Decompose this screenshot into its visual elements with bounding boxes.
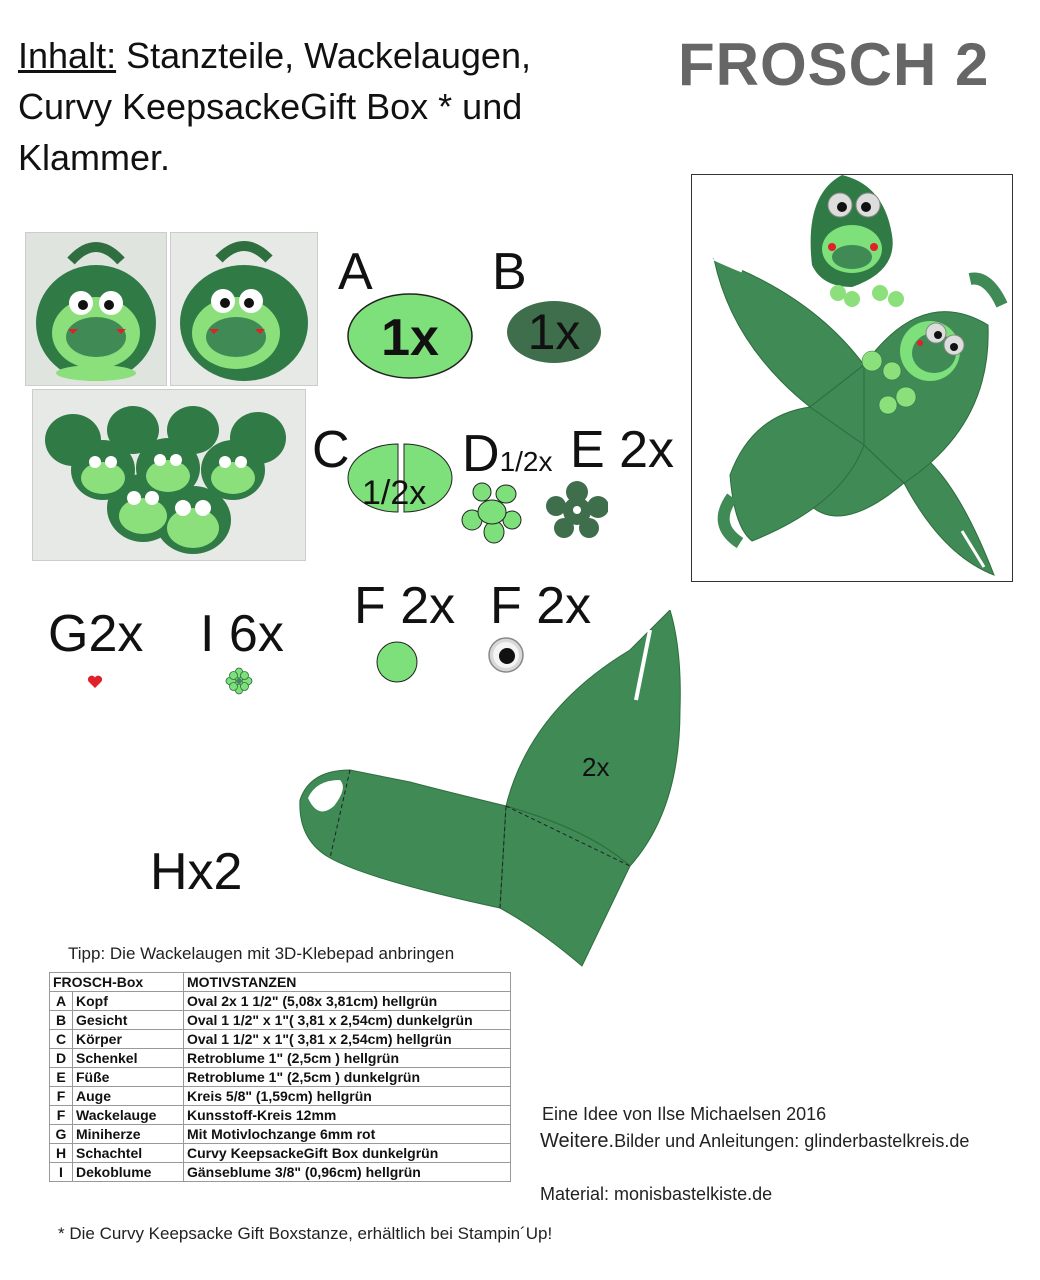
row-part: Miniherze: [73, 1125, 184, 1144]
retro-flower-half-d: [460, 480, 524, 546]
table-row: [50, 1087, 511, 1106]
row-punch: Retroblume 1" (2,5cm ) hellgrün: [184, 1049, 511, 1068]
label-f-eye: F 2x: [354, 577, 456, 635]
credit-more-rest: Bilder und Anleitungen: glinderbastelkreis.de: [614, 1131, 970, 1151]
intro-text: [18, 30, 578, 183]
row-part: Auge: [73, 1087, 184, 1106]
col-punch-header: MOTIVSTANZEN: [184, 973, 511, 992]
label-a: A: [338, 243, 373, 301]
box-template-preview: [691, 174, 1013, 582]
row-key: F: [50, 1106, 73, 1125]
label-d-qty: 1/2x: [499, 446, 553, 477]
col-box-header: FROSCH-Box: [50, 973, 184, 992]
row-punch: Gänseblume 3/8" (0,96cm) hellgrün: [184, 1163, 511, 1182]
row-key: H: [50, 1144, 73, 1163]
row-key: B: [50, 1011, 73, 1030]
row-part: Gesicht: [73, 1011, 184, 1030]
retro-flower-e: [546, 480, 608, 538]
row-part: Körper: [73, 1030, 184, 1049]
row-punch: Kreis 5/8" (1,59cm) hellgrün: [184, 1087, 511, 1106]
table-row: [50, 1144, 511, 1163]
credit-more: [540, 1130, 969, 1153]
intro-label: Inhalt:: [18, 35, 117, 76]
box-template-h: [290, 610, 690, 970]
label-i: I 6x: [200, 605, 284, 663]
row-punch: Curvy KeepsackeGift Box dunkelgrün: [184, 1144, 511, 1163]
label-h-piece-qty: 2x: [582, 752, 610, 782]
footnote: * Die Curvy Keepsacke Gift Boxstanze, erhältlich bei Stampin´Up!: [58, 1224, 553, 1243]
tip-text: Tipp: Die Wackelaugen mit 3D-Klebepad anbringen: [68, 944, 455, 963]
table-row: [50, 1011, 511, 1030]
table-header-row: [50, 973, 511, 992]
table-row: [50, 1068, 511, 1087]
row-part: Kopf: [73, 992, 184, 1011]
row-part: Schachtel: [73, 1144, 184, 1163]
row-part: Füße: [73, 1068, 184, 1087]
intro-line1: Stanzteile, Wackelaugen,: [116, 35, 531, 76]
row-punch: Oval 1 1/2" x 1"( 3,81 x 2,54cm) hellgrün: [184, 1030, 511, 1049]
photo-frog-box-group: [32, 389, 306, 561]
photo-frog-box-side: [170, 232, 318, 386]
label-g: G2x: [48, 605, 144, 663]
row-key: I: [50, 1163, 73, 1182]
label-d: [462, 424, 553, 484]
row-key: F: [50, 1087, 73, 1106]
label-b-qty: 1x: [527, 304, 581, 360]
daisy-icon: [225, 667, 253, 695]
table-row: [50, 1125, 511, 1144]
label-e: E 2x: [570, 421, 675, 479]
row-key: C: [50, 1030, 73, 1049]
heart-icon: [87, 675, 103, 689]
row-key: A: [50, 992, 73, 1011]
row-punch: Oval 1 1/2" x 1"( 3,81 x 2,54cm) dunkelgrün: [184, 1011, 511, 1030]
row-key: G: [50, 1125, 73, 1144]
row-key: E: [50, 1068, 73, 1087]
table-row: [50, 1163, 511, 1182]
label-c-qty: 1/2x: [362, 474, 427, 512]
credit-material: Material: monisbastelkiste.de: [540, 1184, 773, 1204]
parts-table: [49, 972, 511, 1182]
label-b: B: [492, 243, 527, 301]
row-part: Wackelauge: [73, 1106, 184, 1125]
table-row: [50, 1030, 511, 1049]
photo-frog-box-front: [25, 232, 167, 386]
label-h: Hx2: [150, 843, 243, 901]
intro-line3: Klammer.: [18, 137, 171, 178]
row-punch: Oval 2x 1 1/2" (5,08x 3,81cm) hellgrün: [184, 992, 511, 1011]
row-punch: Mit Motivlochzange 6mm rot: [184, 1125, 511, 1144]
intro-line2: Curvy KeepsackeGift Box * und: [18, 86, 523, 127]
row-key: D: [50, 1049, 73, 1068]
label-f-googly: F 2x: [490, 577, 592, 635]
credit-more-bold: Weitere.: [540, 1130, 615, 1152]
row-punch: Retroblume 1" (2,5cm ) dunkelgrün: [184, 1068, 511, 1087]
row-part: Schenkel: [73, 1049, 184, 1068]
label-d-letter: D: [462, 425, 500, 483]
row-part: Dekoblume: [73, 1163, 184, 1182]
label-a-qty: 1x: [381, 309, 439, 367]
page-title: FROSCH 2: [678, 31, 990, 98]
row-punch: Kunsstoff-Kreis 12mm: [184, 1106, 511, 1125]
table-row: [50, 1049, 511, 1068]
label-c: C: [312, 421, 350, 479]
table-row: [50, 992, 511, 1011]
table-row: [50, 1106, 511, 1125]
credit-idea: Eine Idee von Ilse Michaelsen 2016: [542, 1104, 827, 1124]
